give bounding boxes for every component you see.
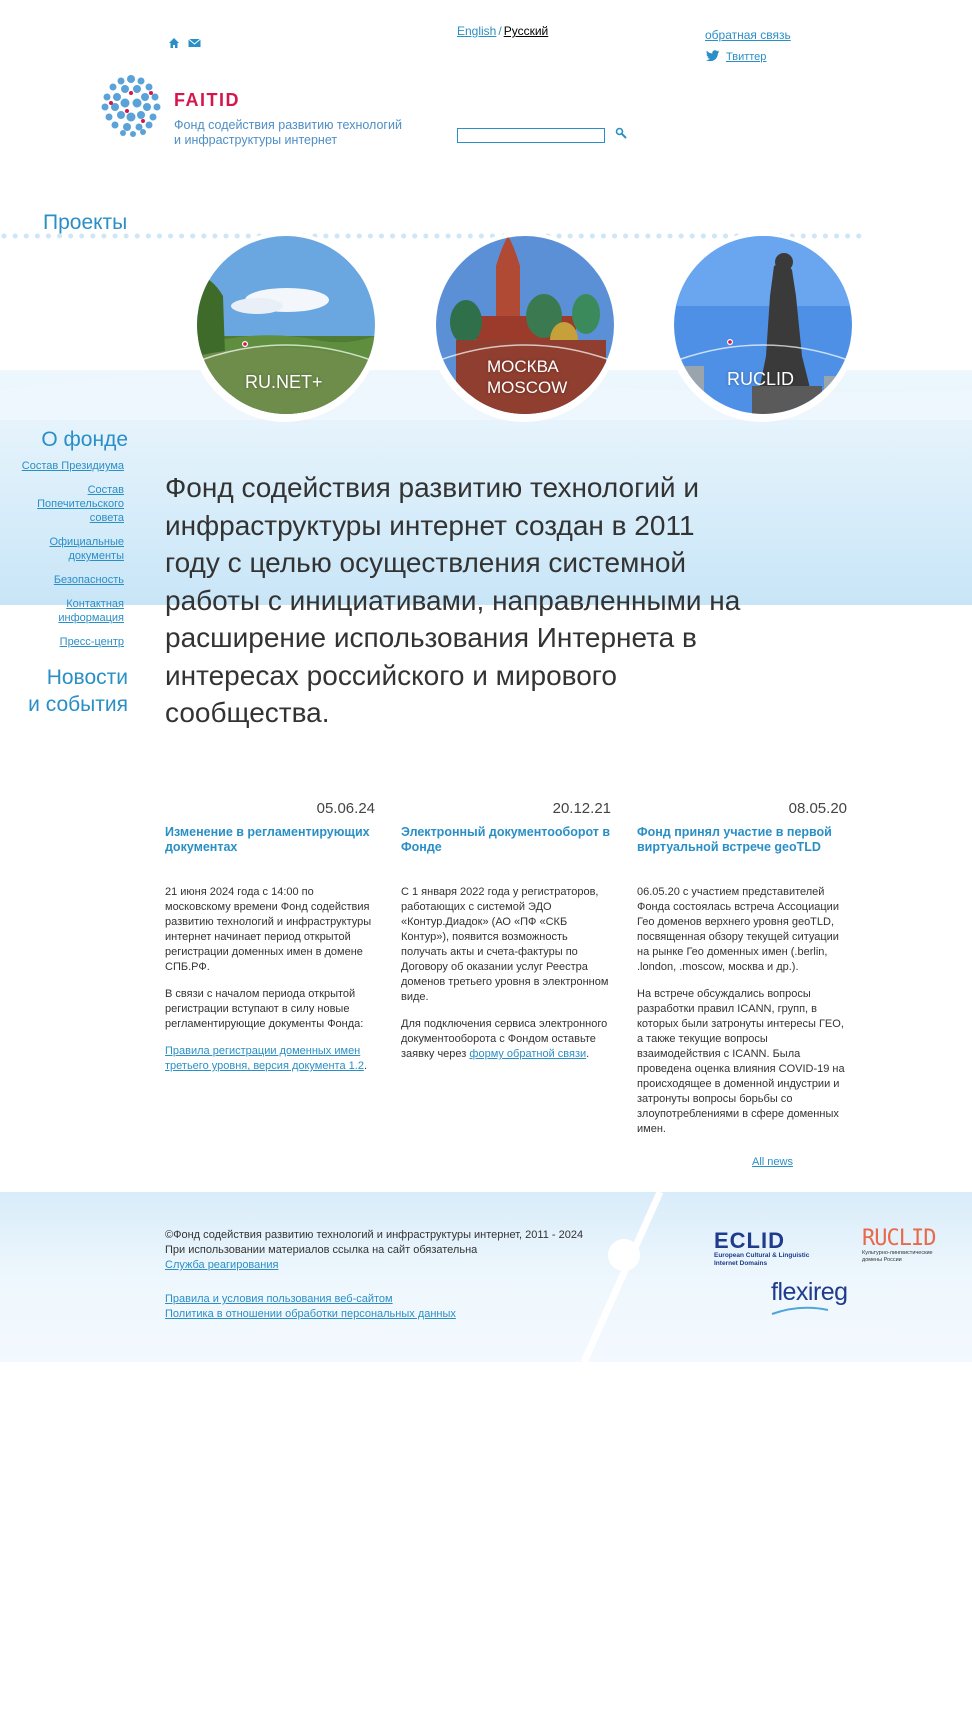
twitter-link-group (706, 50, 766, 64)
eclid-logo[interactable] (714, 1230, 809, 1268)
logo-globe-icon (99, 73, 163, 137)
flexireg-swoosh (770, 1306, 830, 1316)
footer-copyright-block (165, 1228, 583, 1273)
nav-board-of-trustees[interactable]: Состав Попечительского совета (37, 484, 124, 524)
footer (0, 1192, 972, 1362)
project-ruclid[interactable] (667, 232, 857, 422)
news-body (637, 885, 847, 1137)
home-icon[interactable] (168, 36, 180, 48)
nav-official-documents[interactable]: Официальные документы (49, 536, 124, 562)
top-icons (168, 36, 200, 48)
footer-notice: При использовании материалов ссылка на сайт обязательна (165, 1244, 478, 1256)
news-heading-line-2: и события (28, 693, 128, 716)
flexireg-logo[interactable]: flexireg (771, 1278, 848, 1306)
logo-subtitle-line-1: Фонд содействия развитию технологий (174, 118, 402, 132)
logo-subtitle-line-2: и инфраструктуры интернет (174, 133, 338, 147)
mission-statement: Фонд содействия развитию технологий и инфраструктуры интернет создан в 2011 году с целью осуществления системной работы с инициативами, направленными на расширение использования Интернета в интересах российского и мирового сообщества. (165, 472, 741, 728)
news-paragraph: 06.05.20 с участием представителей Фонда состоялась встреча Ассоциации Гео доменов верхнего уровня geoTLD, посвященная обзору текущей ситуации на рынке Гео доменных имен (.berlin, .london, .moscow, москва и др.). (637, 886, 839, 973)
mail-icon[interactable] (188, 36, 200, 48)
news-date: 08.05.20 (788, 800, 847, 817)
search-bar (457, 126, 627, 144)
nav-security[interactable]: Безопасность (53, 574, 124, 586)
news-body (401, 885, 611, 1062)
about-nav (0, 459, 124, 659)
news-paragraph-text: Для подключения сервиса электронного документооборота с Фондом оставьте заявку через (401, 1018, 608, 1060)
project-moscow-label-ru: МОСКВА (487, 357, 559, 376)
news-date: 20.12.21 (552, 800, 611, 817)
footer-links (165, 1292, 456, 1322)
news-heading-line-1: Новости (46, 666, 128, 689)
lang-russian-link[interactable]: Русский (503, 24, 549, 38)
nav-press-center[interactable]: Пресс-центр (59, 636, 124, 648)
news-body-link[interactable]: Правила регистрации доменных имен третьего уровня, версия документа 1.2 (165, 1045, 364, 1072)
projects-heading: Проекты (43, 211, 128, 234)
search-icon[interactable] (615, 126, 627, 144)
eclid-logo-caption-1: European Cultural & Linguistic (714, 1252, 810, 1259)
project-moscow-label (487, 356, 567, 398)
news-item (165, 800, 375, 1086)
twitter-icon (706, 50, 720, 64)
project-moscow-label-en: MOSCOW (487, 378, 568, 397)
news-body (165, 885, 375, 1074)
footer-response-link[interactable]: Служба реагирования (165, 1259, 279, 1271)
news-date: 05.06.24 (316, 800, 375, 817)
eclid-logo-text: ECLID (714, 1228, 785, 1253)
news-paragraph: На встрече обсуждались вопросы разработки правил ICANN, групп, в которых были затронуты интересы ГЕО, а также текущие вопросы взаимодействия с ICANN. Была проведена оценка влияния COVID-19 на происходящее в доменной индустрии и затронуты вопросы борьбы со злоупотреблениями в сфере доменных имен. (637, 988, 845, 1135)
news-item (637, 800, 847, 1149)
all-news-link[interactable]: All news (752, 1156, 793, 1168)
project-ruclid-arc (674, 332, 852, 362)
eclid-logo-caption-2: Internet Domains (714, 1260, 768, 1267)
news-title-link[interactable]: Изменение в регламентирующих документах (165, 825, 370, 854)
news-title-link[interactable]: Фонд принял участие в первой виртуальной встрече geoTLD (637, 825, 832, 854)
logo-subtitle (174, 118, 414, 148)
news-body-link[interactable]: форму обратной связи (469, 1048, 587, 1060)
project-runet[interactable] (190, 232, 380, 422)
twitter-link[interactable]: Твиттер (726, 51, 767, 63)
news-link-paragraph (401, 1017, 611, 1062)
language-switcher (457, 24, 548, 38)
news-link-paragraph (165, 1044, 375, 1074)
news-heading (28, 664, 128, 718)
logo-brand-text: FAITID (174, 90, 240, 110)
project-runet-label: RU.NET+ (245, 372, 323, 392)
news-paragraph: С 1 января 2022 года у регистраторов, работающих с системой ЭДО «Контур.Диадок» (АО «ПФ «СКБ Контур»), появится возможность получать акты и счета-фактуры по Договору об оказании услуг Реестра доменов третьего уровня в электронном виде. (401, 886, 609, 1003)
lang-english-link[interactable]: English (457, 24, 497, 38)
footer-privacy-link[interactable]: Политика в отношении обработки персональных данных (165, 1308, 456, 1320)
news-tail: . (363, 1060, 367, 1072)
ruclid-logo-caption-1: Культурно-лингвистические (862, 1250, 933, 1256)
project-runet-arc (197, 332, 375, 362)
lang-separator: / (498, 24, 502, 38)
news-title-link[interactable]: Электронный документооборот в Фонде (401, 825, 611, 854)
footer-copyright: ©Фонд содействия развитию технологий и инфраструктуры интернет, 2011 - 2024 (165, 1229, 584, 1241)
footer-decoration (570, 1192, 680, 1362)
project-moscow[interactable] (429, 232, 619, 422)
project-ruclid-label: RUCLID (727, 369, 795, 389)
footer-terms-link[interactable]: Правила и условия пользования веб-сайтом (165, 1293, 393, 1305)
ruclid-logo-text: RUCLID (862, 1226, 936, 1251)
nav-contact-info[interactable]: Контактная информация (58, 598, 124, 624)
news-paragraph: 21 июня 2024 года с 14:00 по московскому времени Фонд содействия развитию технологий и инфраструктуры интернет начинает период открытой регистрации доменных имен в домене СПБ.РФ. (165, 886, 372, 973)
nav-presidium[interactable]: Состав Президиума (21, 460, 124, 472)
feedback-link[interactable]: обратная связь (705, 28, 791, 42)
about-heading: О фонде (41, 428, 128, 451)
news-paragraph: В связи с началом периода открытой регистрации вступают в силу новые регламентирующие документы Фонда: (165, 988, 364, 1030)
search-input[interactable] (457, 128, 605, 143)
news-tail: . (586, 1048, 590, 1060)
ruclid-logo-caption-2: домены России (862, 1257, 902, 1263)
news-item (401, 800, 611, 1074)
ruclid-logo[interactable] (862, 1228, 942, 1264)
